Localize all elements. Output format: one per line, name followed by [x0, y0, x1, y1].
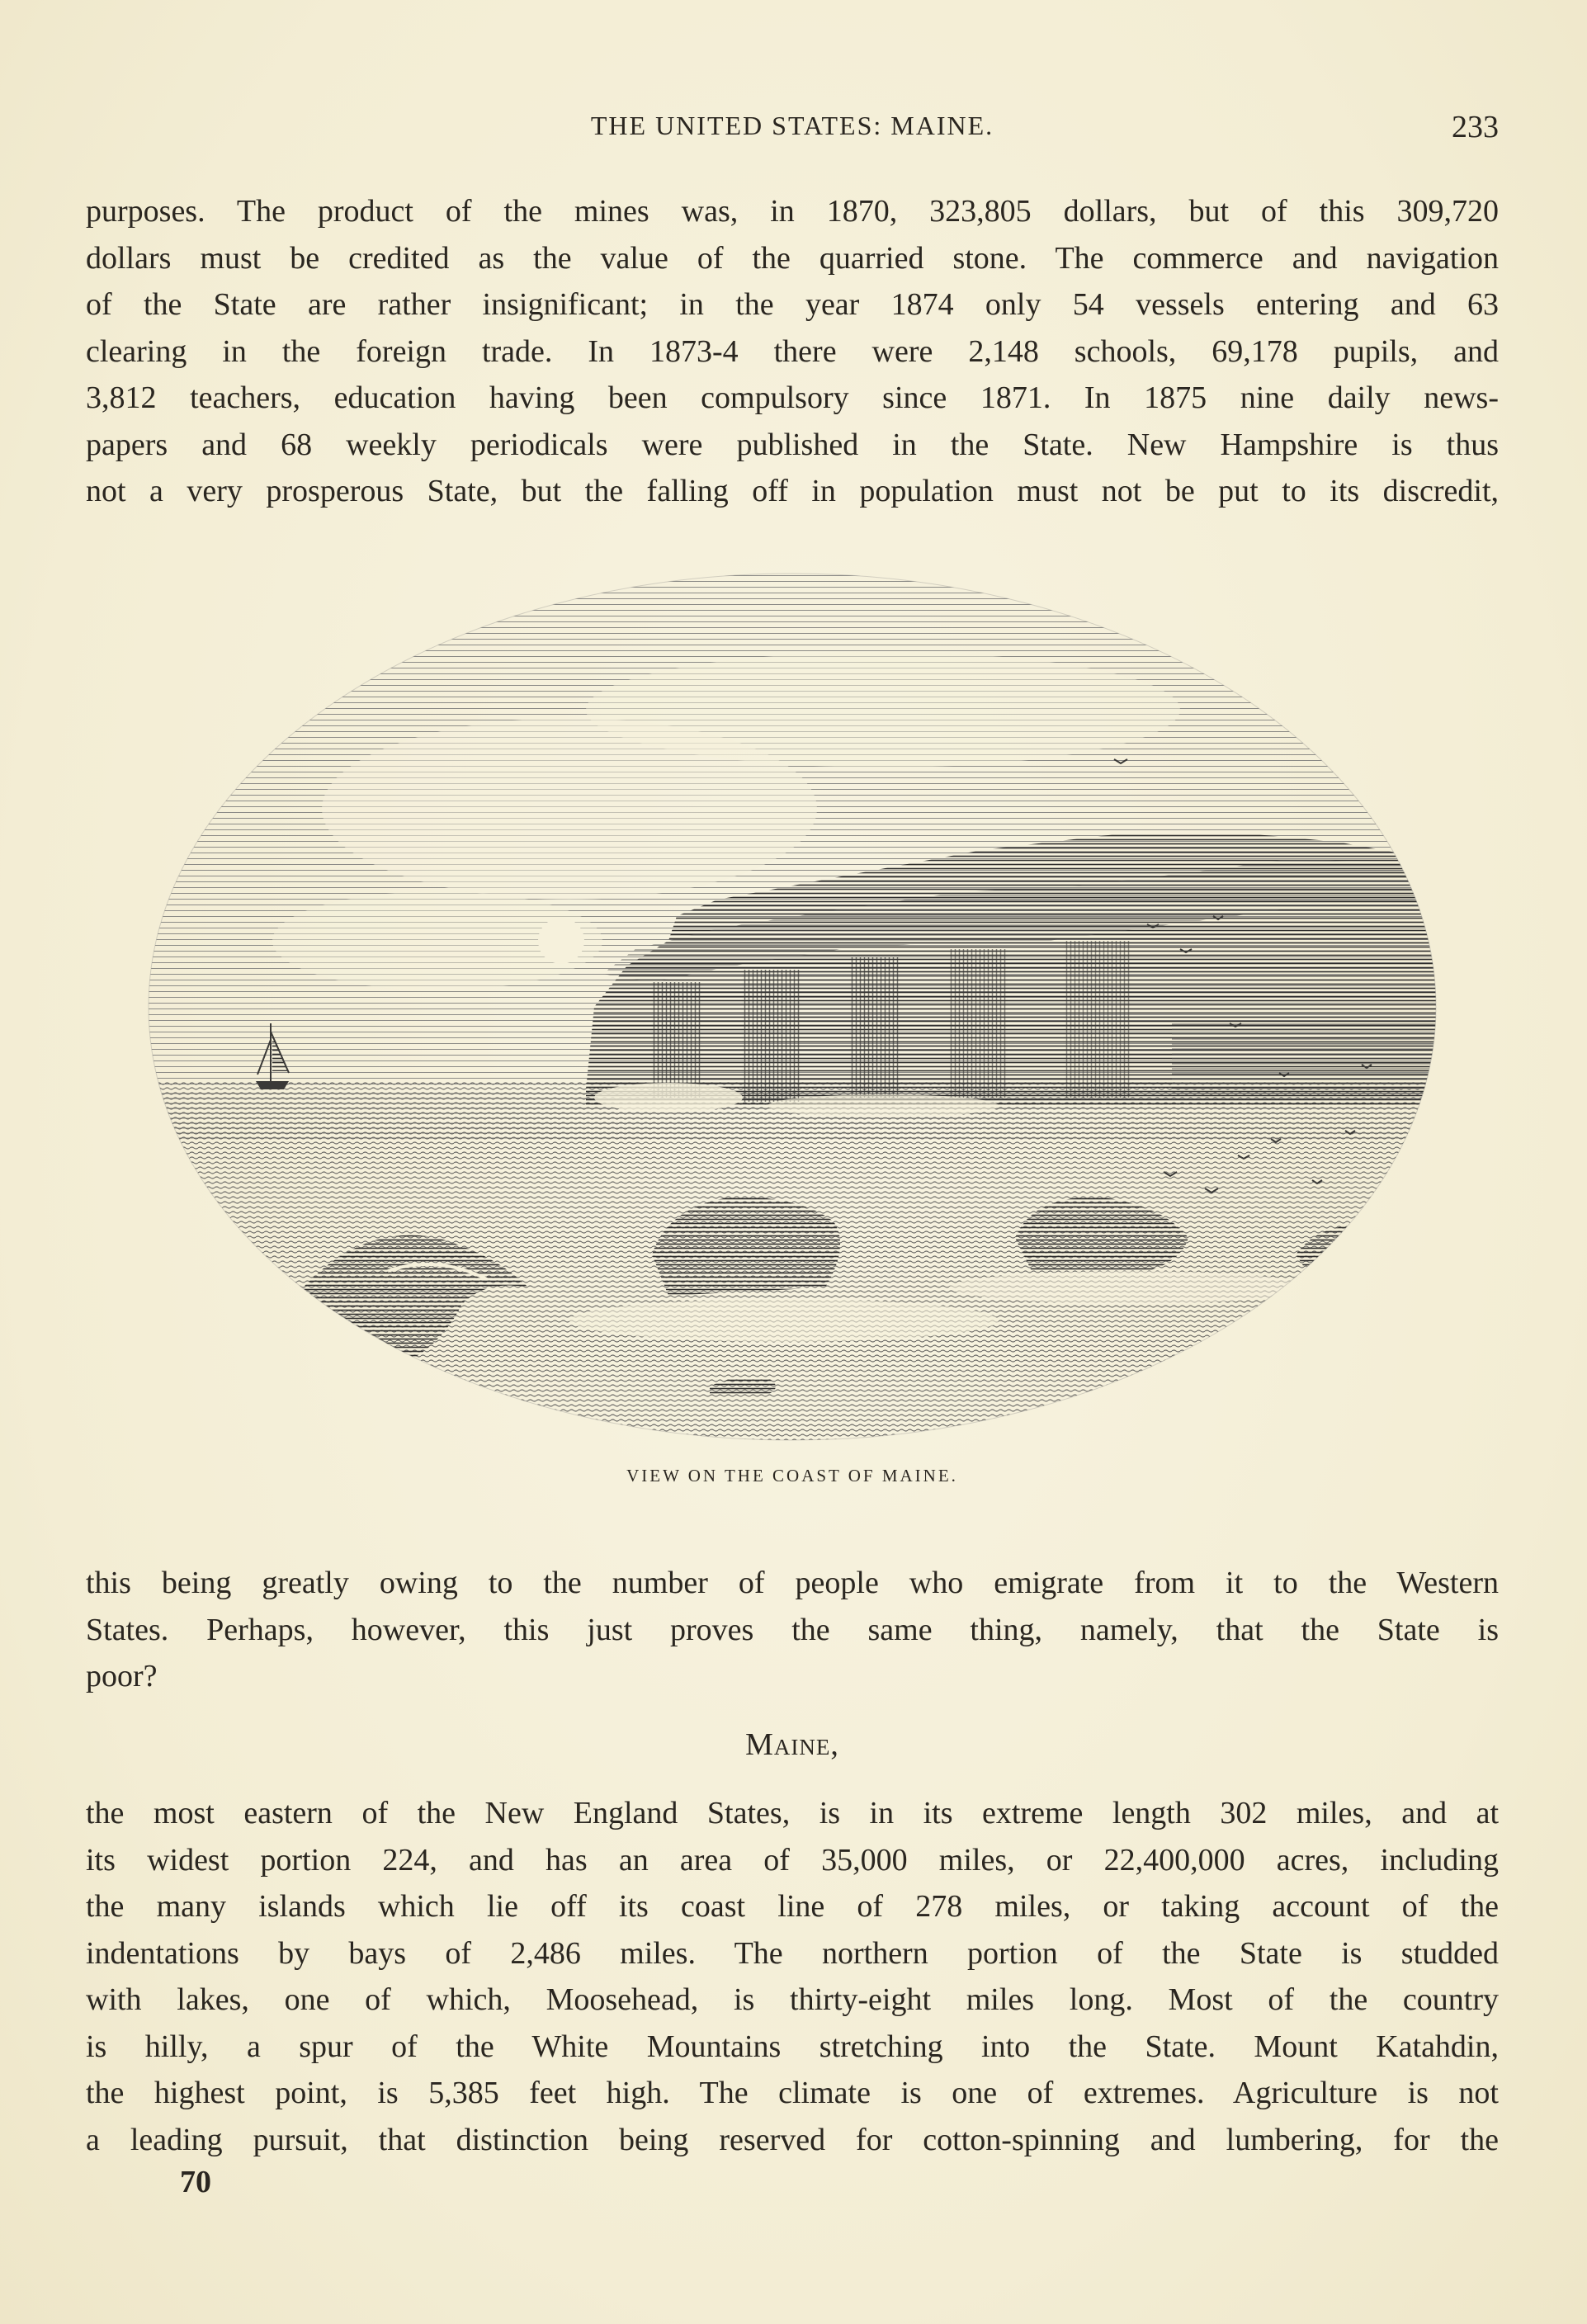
section-heading: Maine,: [745, 1727, 839, 1762]
running-title: THE UNITED STATES: MAINE.: [590, 111, 994, 140]
text-line: indentations by bays of 2,486 miles. The northern portion of the State is studded: [86, 1935, 1499, 1971]
text-line: papers and 68 weekly periodicals were published in the State. New Hampshire is thus: [86, 427, 1499, 462]
paragraph-middle: [86, 1560, 1499, 1700]
text-line: clearing in the foreign trade. In 1873-4 there were 2,148 schools, 69,178 pupils, and: [86, 333, 1499, 369]
text-line: is hilly, a spur of the White Mountains stretching into the State. Mount Katahdin,: [86, 2029, 1499, 2064]
signature-mark: 70: [180, 2165, 211, 2199]
text-line: purposes. The product of the mines was, in 1870, 323,805 dollars, but of this 309,720: [86, 194, 1499, 229]
page-number: 233: [1452, 110, 1499, 144]
text-line: of the State are rather insignificant; in the year 1874 only 54 vessels entering and 63: [86, 287, 1499, 322]
paragraph-top: [86, 188, 1499, 515]
text-line: dollars must be credited as the value of the quarried stone. The commerce and navigation: [86, 240, 1499, 276]
text-line: not a very prosperous State, but the falling off in population must not be put to its discredit,: [86, 474, 1499, 508]
text-line: a leading pursuit, that distinction being reserved for cotton-spinning and lumbering, for the: [86, 2122, 1499, 2157]
text-line: with lakes, one of which, Moosehead, is thirty-eight miles long. Most of the country: [86, 1982, 1499, 2017]
text-line: the highest point, is 5,385 feet high. The climate is one of extremes. Agriculture is not: [86, 2076, 1499, 2110]
text-line: 3,812 teachers, education having been compulsory since 1871. In 1875 nine daily news-: [86, 380, 1499, 415]
running-head: [86, 111, 1499, 147]
text-line: the most eastern of the New England States, is in its extreme length 302 miles, and at: [86, 1796, 1499, 1830]
figure-caption: VIEW ON THE COAST OF MAINE.: [626, 1466, 958, 1486]
text-line: this being greatly owing to the number of people who emigrate from it to the Western: [86, 1566, 1499, 1600]
text-line: its widest portion 224, and has an area of 35,000 miles, or 22,400,000 acres, including: [86, 1842, 1499, 1878]
engraving-coast-illustration: [140, 561, 1444, 1452]
text-line: States. Perhaps, however, this just proves the same thing, namely, that the State is: [86, 1612, 1499, 1647]
text-line: poor?: [86, 1659, 158, 1693]
paragraph-bottom: [86, 1790, 1499, 2163]
text-line: the many islands which lie off its coast line of 278 miles, or taking account of the: [86, 1889, 1499, 1924]
